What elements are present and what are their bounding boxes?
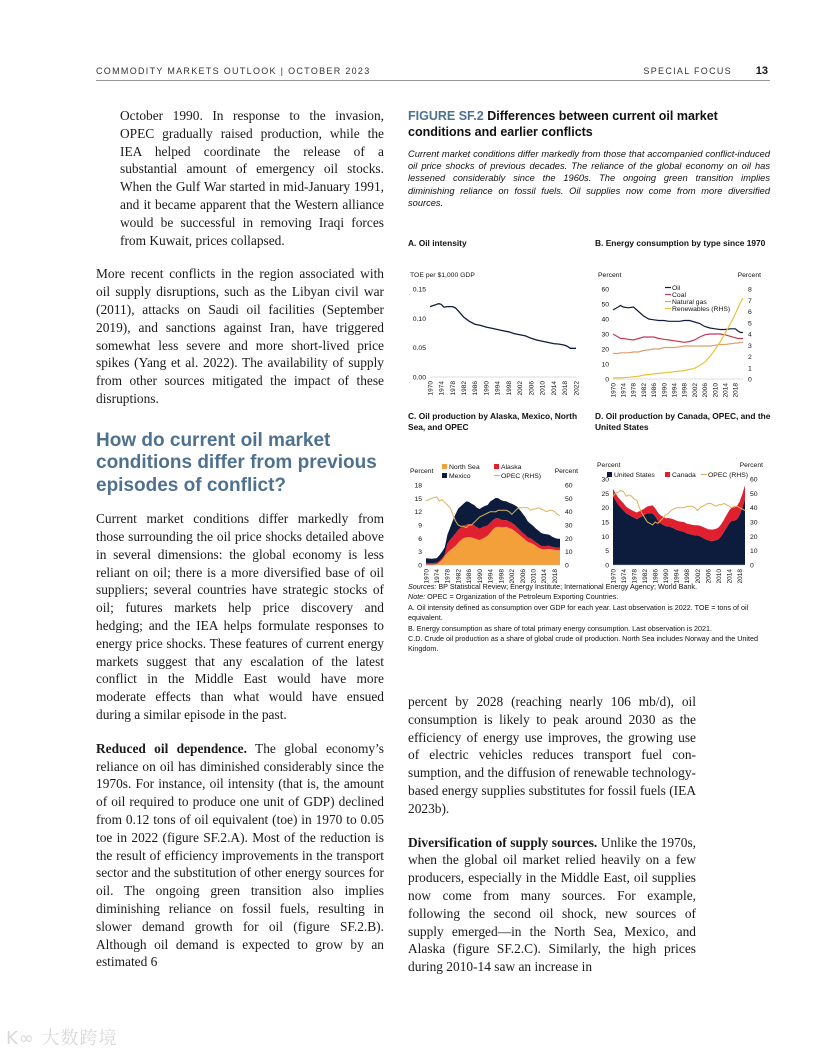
panel-a: [408, 238, 588, 414]
y2-tick-label: 50: [750, 490, 758, 498]
x-tick-label: 1982: [455, 569, 463, 583]
y2-tick-label: 1: [748, 365, 752, 373]
x-tick-label: 2014: [550, 381, 558, 396]
legend-label: United States: [614, 472, 655, 479]
y-tick-label: 0.15: [412, 286, 426, 294]
paragraph-recent-conflicts: More recent conflicts in the region associated with oil supply disruptions, such as the Libyan civil war (2011), attacks on Saudi oil facilities (September 2019), and sanctions against Iran, have triggered somewhat less severe and more short-lived price spikes (Yang et al. 2022). The availability of supply from other sources mitigated the impact of these disruptions.: [96, 266, 384, 406]
line-natural-gas: [613, 342, 743, 353]
y2-tick-label: 6: [748, 309, 752, 316]
y-tick-label: 15: [414, 495, 422, 503]
y2-tick-label: 3: [748, 342, 752, 350]
note-label: Note:: [408, 592, 426, 602]
x-tick-label: 1978: [631, 569, 639, 583]
x-tick-label: 1998: [684, 569, 692, 583]
chart-oil-production-d: [595, 433, 775, 583]
x-tick-label: 1990: [663, 569, 671, 583]
y-tick-label: 5: [605, 548, 609, 556]
x-tick-label: 1974: [620, 383, 628, 398]
paragraph-lead: Diversification of supply sources.: [408, 834, 598, 850]
y2-axis-label: Percent: [737, 272, 761, 279]
x-tick-label: 1974: [434, 569, 442, 583]
panel-d: [595, 411, 775, 588]
note-b: B. Energy consumption as share of total primary energy consumption. Last observation is 2021.: [408, 623, 713, 633]
chart-oil-production-c: [408, 433, 588, 583]
sources-label: Sources:: [408, 582, 437, 591]
x-tick-label: 2006: [528, 381, 536, 396]
y2-tick-label: 4: [748, 331, 752, 339]
y2-tick-label: 30: [750, 519, 758, 527]
y-tick-label: 25: [601, 490, 609, 498]
x-tick-label: 1998: [505, 381, 513, 396]
paragraph-lead: Reduced oil dependence.: [96, 740, 247, 756]
legend-label: OPEC (RHS): [708, 472, 749, 479]
y2-tick-label: 20: [750, 533, 758, 541]
y-axis-label: Percent: [598, 272, 622, 279]
y-tick-label: 40: [601, 316, 609, 324]
y-tick-label: 0: [605, 376, 609, 384]
x-tick-label: 1978: [444, 569, 452, 583]
x-tick-label: 2006: [519, 569, 527, 583]
page-header: [96, 64, 770, 81]
x-tick-label: 1982: [641, 569, 649, 583]
legend-label: Renewables (RHS): [672, 306, 731, 313]
x-tick-label: 1978: [449, 381, 457, 396]
paragraph-reduced-dependence: [96, 740, 384, 971]
y-tick-label: 0.05: [412, 345, 426, 353]
figure-title-text: Differences between current oil market conditions and earlier conflicts: [408, 109, 718, 139]
paragraph-current-conditions: Current market conditions differ markedly from those surrounding the oil price shocks detailed above in several dimensions: the global economy is less reliant on oil; there is a more diversified base of oil suppliers; several countries have strategic stocks of oil; futures markets help price discovery and hedging; and the IEA helps formulate responses to energy price shocks. These features of current energy markets suggest that any escalation of the latest conflict in the Middle East would have more moderate effects than what would have ensued during a similar episode in the past.: [96, 511, 384, 723]
legend-swatch: [607, 472, 612, 477]
sources-note: [408, 582, 770, 592]
legend-label: Coal: [672, 292, 686, 299]
figure-label: FIGURE SF.2: [408, 109, 484, 123]
y-tick-label: 10: [601, 533, 609, 541]
x-tick-label: 2002: [509, 569, 517, 583]
x-tick-label: 2018: [551, 569, 559, 583]
x-tick-label: 1974: [620, 569, 628, 583]
y2-tick-label: 10: [565, 549, 573, 557]
x-tick-label: 2014: [541, 569, 549, 583]
x-tick-label: 1970: [610, 383, 618, 398]
legend-swatch: [442, 473, 447, 478]
legend-label: OPEC (RHS): [501, 473, 542, 480]
x-tick-label: 1982: [640, 383, 648, 398]
y2-tick-label: 2: [748, 354, 752, 361]
panel-b-title: B. Energy consumption by type since 1970: [595, 238, 766, 248]
left-column: [96, 107, 384, 971]
y-tick-label: 30: [601, 331, 609, 339]
y2-tick-label: 40: [750, 505, 758, 513]
panel-c-title: C. Oil production by Alaska, Mexico, North Sea, and OPEC: [408, 411, 578, 432]
x-tick-label: 1994: [671, 383, 679, 398]
x-tick-label: 1994: [494, 381, 502, 396]
watermark-logo: K∞ 大数跨境: [6, 1028, 118, 1049]
panel-d-title: D. Oil production by Canada, OPEC, and the United States: [595, 411, 771, 432]
y-tick-label: 15: [601, 519, 609, 527]
y-tick-label: 20: [601, 505, 609, 513]
panel-c: [408, 411, 588, 588]
y-tick-label: 0.00: [412, 374, 426, 382]
paragraph-body: Unlike the 1970s, when the global oil market relied heavily on a few producers, especially in the Middle East, oil supplies now come from many sources. For example, following the second oil shock, new sources of supply emerged—in the North Sea, Mexico, and Alaska (figure SF.2.C). Similarly, the high prices during 2010-14 saw an increase in: [408, 834, 696, 975]
paragraph-oil-peak: percent by 2028 (reaching nearly 106 mb/d), oil consumption is likely to peak around 2030 as the efficiency of energy use improves, the growing use of electric vehicles reduces transport fuel con-sumption, and the diffusion of renewable technology-based energy supplies substitutes for fossil fuels (IEA 2023b).: [408, 694, 696, 816]
page-number: 13: [755, 65, 768, 77]
legend-label: Alaska: [501, 464, 522, 471]
y-tick-label: 30: [601, 476, 609, 484]
legend-swatch: [665, 472, 670, 477]
x-tick-label: 1994: [487, 569, 495, 583]
x-tick-label: 1986: [466, 569, 474, 583]
x-tick-label: 2022: [573, 381, 581, 396]
legend-swatch: [442, 464, 447, 469]
figure-notes: [408, 582, 770, 655]
y-tick-label: 50: [601, 301, 609, 309]
x-tick-label: 2014: [722, 383, 730, 398]
y2-tick-label: 40: [565, 509, 573, 517]
y2-tick-label: 60: [565, 482, 573, 490]
x-tick-label: 1970: [423, 569, 431, 583]
y2-tick-label: 7: [748, 297, 752, 305]
y-tick-label: 18: [414, 482, 422, 490]
y-tick-label: 3: [418, 549, 422, 557]
x-tick-label: 1994: [673, 569, 681, 583]
x-tick-label: 2006: [702, 383, 710, 398]
x-tick-label: 1970: [610, 569, 618, 583]
chart-energy-consumption: [595, 249, 775, 399]
x-tick-label: 1974: [438, 381, 446, 396]
x-tick-label: 1986: [472, 381, 480, 396]
publication-title: COMMODITY MARKETS OUTLOOK | OCTOBER 2023: [96, 66, 371, 76]
line-oil-intensity: [430, 304, 576, 349]
y-tick-label: 9: [418, 522, 422, 530]
y-axis-label: Percent: [410, 468, 434, 475]
panel-b: [595, 238, 775, 404]
abbrev-note: [408, 592, 770, 602]
y2-tick-label: 0: [565, 562, 569, 570]
section-heading: How do current oil market conditions differ from previous episodes of conflict?: [96, 429, 377, 496]
y-tick-label: 0.10: [412, 315, 426, 323]
x-tick-label: 1990: [476, 569, 484, 583]
x-tick-label: 2002: [691, 383, 699, 398]
y-tick-label: 12: [414, 509, 422, 517]
paragraph-gulf-war: October 1990. In response to the invasion, OPEC gradually raised production, while the IEA helped coordinate the release of a substantial amount of emergency oil stocks. When the Gulf War started in mid-January 1991, and it became apparent that the Western alliance would be successful in removing Iraqi forces from Kuwait, prices collapsed.: [120, 108, 384, 248]
y2-tick-label: 5: [748, 320, 752, 328]
x-tick-label: 1982: [460, 381, 468, 396]
y2-tick-label: 30: [565, 522, 573, 530]
x-tick-label: 1986: [651, 383, 659, 398]
legend-label: Canada: [672, 472, 696, 479]
y-tick-label: 10: [601, 361, 609, 369]
x-tick-label: 1986: [652, 569, 660, 583]
x-tick-label: 1990: [483, 381, 491, 396]
sources-text: BP Statistical Review; Energy Institute; International Energy Agency; World Bank.: [436, 582, 697, 591]
x-tick-label: 2002: [694, 569, 702, 583]
chart-oil-intensity: [408, 249, 588, 409]
y-tick-label: 6: [418, 535, 422, 543]
legend-label: Mexico: [449, 473, 471, 480]
figure-subtitle: Current market conditions differ markedly from those that accompanied conflict-induced oil price shocks of previous decades. The reliance of the global economy on oil has lessened considerably since the 1960s. The ongoing green transition implies diminishing reliance on fossil fuels. Oil supplies now come from more diversified sources.: [408, 149, 770, 208]
x-tick-label: 2018: [562, 381, 570, 396]
y2-tick-label: 8: [748, 286, 752, 294]
legend-swatch: [494, 464, 499, 469]
y-axis-label: Percent: [597, 462, 621, 469]
paragraph-diversification: [408, 834, 696, 976]
legend-label: Oil: [672, 285, 681, 292]
legend-label: North Sea: [449, 464, 480, 471]
y2-tick-label: 10: [750, 548, 758, 556]
y-tick-label: 20: [601, 346, 609, 354]
y2-tick-label: 0: [748, 376, 752, 384]
y2-axis-label: Percent: [739, 462, 763, 469]
x-tick-label: 1970: [427, 381, 435, 396]
y2-tick-label: 50: [565, 495, 573, 503]
section-label: SPECIAL FOCUS: [643, 66, 732, 76]
x-tick-label: 2006: [705, 569, 713, 583]
y2-tick-label: 60: [750, 476, 758, 484]
x-tick-label: 1998: [681, 383, 689, 398]
note-text: OPEC = Organization of the Petroleum Exporting Countries.: [425, 592, 619, 602]
note-a: A. Oil intensity defined as consumption over GDP for each year. Last observation is 2022. TOE = tons of oil equivalent.: [408, 602, 749, 623]
x-tick-label: 2010: [715, 569, 723, 583]
y-tick-label: 60: [601, 286, 609, 294]
x-tick-label: 2010: [539, 381, 547, 396]
y-tick-label: 0: [418, 562, 422, 570]
figure-title: [408, 108, 770, 140]
x-tick-label: 2002: [517, 381, 525, 396]
y-tick-label: 0: [605, 562, 609, 570]
y2-tick-label: 20: [565, 535, 573, 543]
paragraph-body: The global economy’s reliance on oil has diminished considerably since the 1970s. For instance, oil intensity (that is, the amount of oil required to produce one unit of GDP) declined from 0.12 tons of oil equivalent (toe) in 1970 to 0.05 toe in 2022 (figure SF.2.A). Most of the reduction is the result of efficiency improvements in the transport sector and the substitution of other energy sources for oil. The ongoing green transition also implies diminishing reliance on fossil fuels, resulting in slower demand growth for oil (figure SF.2.B). Although oil demand is expected to grow by an estimated 6: [96, 740, 384, 970]
y2-axis-label: Percent: [554, 468, 578, 475]
right-column: [408, 693, 696, 976]
x-tick-label: 2018: [732, 383, 740, 398]
y-axis-label: TOE per $1,000 GDP: [410, 272, 475, 279]
x-tick-label: 2010: [530, 569, 538, 583]
x-tick-label: 2010: [712, 383, 720, 398]
x-tick-label: 1998: [498, 569, 506, 583]
figure-sf2: [408, 108, 770, 209]
x-tick-label: 1978: [630, 383, 638, 398]
note-cd: C.D. Crude oil production as a share of global crude oil production. North Sea includes Norway and the United Kingdom.: [408, 634, 758, 654]
x-tick-label: 2014: [726, 569, 734, 583]
legend-label: Natural gas: [672, 299, 707, 306]
panel-a-title: A. Oil intensity: [408, 238, 467, 248]
x-tick-label: 2018: [737, 569, 745, 583]
x-tick-label: 1990: [661, 383, 669, 398]
y2-tick-label: 0: [750, 562, 754, 570]
